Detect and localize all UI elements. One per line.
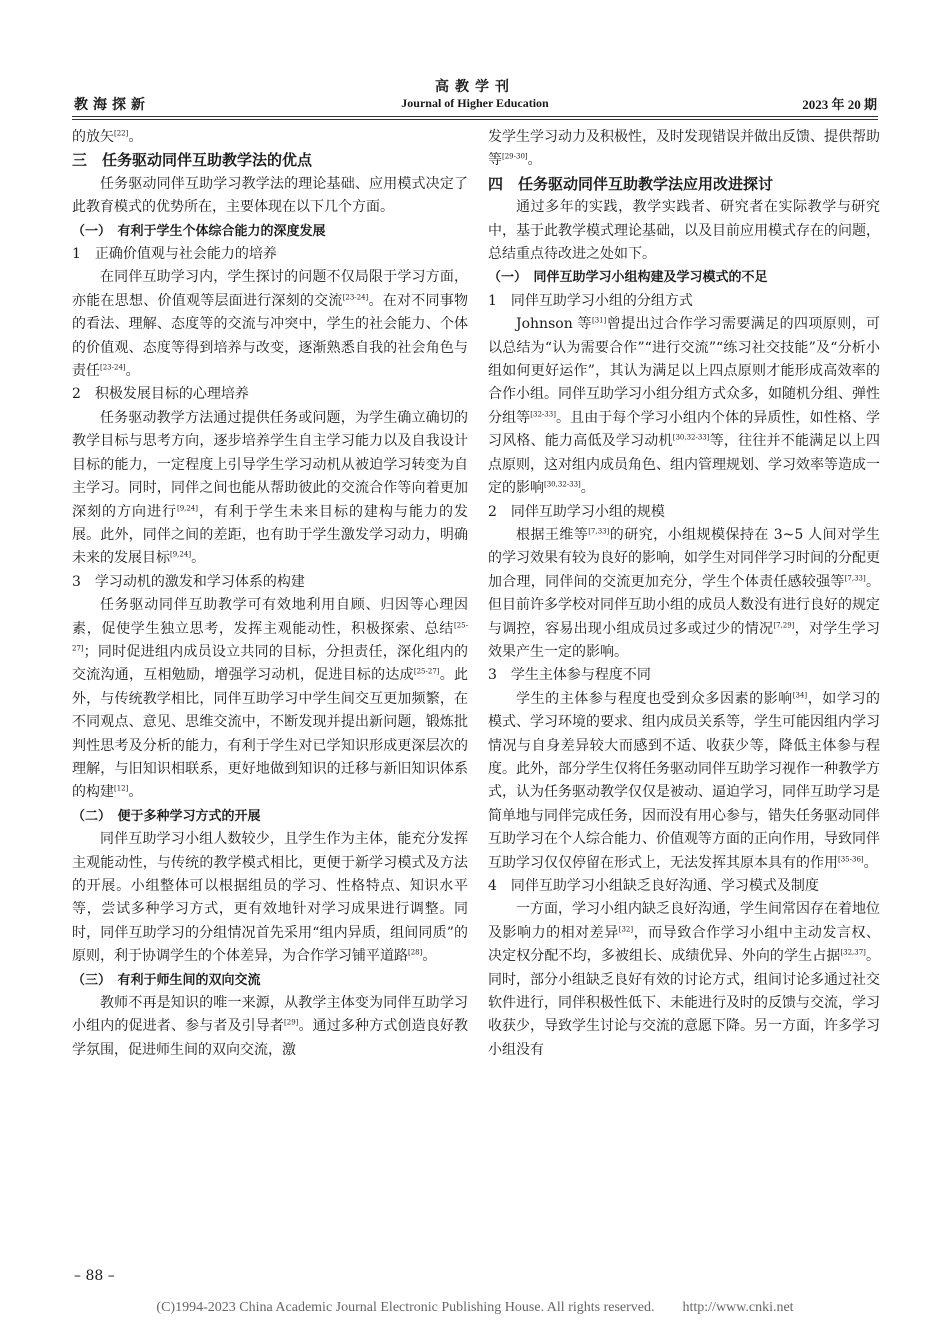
subsection-3-2-heading: （二） 便于多种学习方式的开展 [72,808,261,824]
point-1-heading: 1 正确价值观与社会能力的培养 [72,246,277,263]
point-4-1-heading: 1 同伴互助学习小组的分组方式 [488,292,693,309]
continued-text: 的放矢[22]。 [72,129,143,145]
point-4-2-body: 根据王维等[7,33]的研究，小组规模保持在 3~5 人间对学生的学习效果有较为良好的影响，如学生对同伴学习时间的分配更加合理，同伴间的交流更加充分，学生个体责任感较强等[7,33]。但目前许多学校对同伴互助小组的成员人数没有进行良好的规定与调控，容易出现小组成员过多或过少的情况[7,29]，对学生学习效果产生一定的影响。 [488,526,881,660]
point-2-heading: 2 积极发展目标的心理培养 [72,386,249,403]
column-name: 教海探新 [74,97,150,113]
point-4-4-heading: 4 同伴互助学习小组缺乏良好沟通、学习模式及制度 [488,878,819,894]
issue-label: 2023 年 20 期 [802,97,877,112]
right-column [488,126,880,1062]
journal-title-en: Journal of Higher Education [401,96,549,110]
point-4-4-body: 一方面，学习小组内缺乏良好沟通，学生间常因存在着地位及影响力的相对差异[32]，而导致合作学习小组中主动发言权、决定权分配不均，多被组长、成绩优异、外向的学生占据[32,37]。同时，部分小组缺乏良好有效的讨论方式，组间讨论多通过社交软件进行，同伴积极性低下、未能进行及时的反馈与交流，学习收获少，导致学生讨论与交流的意愿下降。另一方面，许多学习小组没有 [488,901,881,1058]
point-4-3-heading: 3 学生主体参与程度不同 [488,667,651,684]
point-1-body: 在同伴互助学习内，学生探讨的问题不仅局限于学习方面，亦能在思想、价值观等层面进行深刻的交流[23-24]。在对不同事物的看法、理解、态度等的交流与冲突中，学生的社会能力、个体的价值观、态度等得到培养与改变，逐渐熟悉自我的社会角色与责任[23-24]。 [72,269,469,380]
header-rule-top [72,116,878,117]
subsection-3-3-heading: （三） 有利于师生间的双向交流 [72,972,261,988]
point-3-heading: 3 学习动机的激发和学习体系的构建 [72,573,305,590]
left-column [72,126,468,1062]
point-4-2-heading: 2 同伴互助学习小组的规模 [488,503,665,520]
subsection-3-3-body: 教师不再是知识的唯一来源，从教学主体变为同伴互助学习小组内的促进者、参与者及引导者[29]。通过多种方式创造良好教学氛围，促进师生间的双向交流，激 [72,995,469,1058]
continued-text-right: 发学生学习动力及积极性，及时发现错误并做出反馈、提供帮助等[29-30]。 [488,129,880,169]
section-3-heading: 三 任务驱动同伴互助教学法的优点 [72,151,313,170]
point-2-body: 任务驱动教学方法通过提供任务或问题，为学生确立确切的教学目标与思考方向，逐步培养学生自主学习能力以及自我设计目标的能力，一定程度上引导学生学习动机从被迫学习转变为自主学习。同时，同伴之间也能从帮助彼此的交流合作等向着更加深刻的方向进行[9,24]，有利于学生未来目标的建构与能力的发展。此外，同伴之间的差距，也有助于学生激发学习动力，明确未来的发展目标[9,24]。 [72,409,469,567]
subsection-3-1-heading: （一） 有利于学生个体综合能力的深度发展 [72,223,326,239]
header-rule-bottom [72,119,878,120]
page-number: – 88 – [74,1268,115,1284]
copyright-footer: (C)1994-2023 China Academic Journal Electronic Publishing House. All rights reserved. http://www.cnki.net [156,1300,794,1315]
subsection-4-1-heading: （一） 同伴互助学习小组构建及学习模式的不足 [488,270,768,286]
point-4-1-body: Johnson 等[31]曾提出过合作学习需要满足的四项原则，可以总结为“认为需要合作”“进行交流”“练习社交技能”及“分析小组如何更好运作”，其认为满足以上四点原则才能形成高效率的合作小组。同伴互助学习小组分组方式众多，如随机分组、弹性分组等[32-33]。且由于每个学习小组内个体的异质性，如性格、学习风格、能力高低及学习动机[30,32-33]等，往往并不能满足以上四点原则，这对组内成员角色、组内管理规划、学习效率等造成一定的影响[30,32-33]。 [488,316,881,497]
section-3-intro: 任务驱动同伴互助学习教学法的理论基础、应用模式决定了此教育模式的优势所在，主要体现在以下几个方面。 [72,175,468,216]
journal-title-cn: 高教学刊 [435,79,515,95]
point-4-3-body: 学生的主体参与程度也受到众多因素的影响[34]，如学习的模式、学习环境的要求、组内成员关系等，学生可能因组内学习情况与自身差异较大而感到不适、收获少等，降低主体参与程度。此外，部分学生仅将任务驱动同伴互助学习视作一种教学方式，认为任务驱动教学仅仅是被动、逼迫学习，同伴互助学习是简单地与同伴完成任务，因而没有用心参与，错失任务驱动同伴互助学习在个人综合能力、价值观等方面的正向作用，导致同伴互助学习仅仅停留在形式上，无法发挥其原本具有的作用[35-36]。 [488,690,881,871]
point-3-body: 任务驱动同伴互助教学可有效地利用自顾、归因等心理因素，促使学生独立思考，发挥主观能动性，积极探索、总结[25-27]；同时促进组内成员设立共同的目标，分担责任，深化组内的交流沟通，互相勉励，增强学习动机，促进目标的达成[25-27]。此外，与传统教学相比，同伴互助学习中学生间交互更加频繁，在不同观点、意见、思维交流中，不断发现并提出新问题，锻炼批判性思考及分析的能力，有利于学生对已学知识形成更深层次的理解，与旧知识相联系，更好地做到知识的迁移与新旧知识体系的构建[12]。 [72,597,469,801]
subsection-3-2-body: 同伴互助学习小组人数较少，且学生作为主体，能充分发挥主观能动性，与传统的教学模式相比，更便于新学习模式及方法的开展。小组整体可以根据组员的学习、性格特点、知识水平等，尝试多种学习方式，更有效地针对学习成果进行调整。同时，同伴互助学习的分组情况首先采用“组内异质，组间同质”的原则，利于协调学生的个体差异，为合作学习铺平道路[28]。 [72,831,468,965]
section-4-heading: 四 任务驱动同伴互助教学法应用改进探讨 [488,174,774,193]
section-4-intro: 通过多年的实践，教学实践者、研究者在实际教学与研究中，基于此教学模式理论基础，以及目前应用模式存在的问题，总结重点待改进之处如下。 [488,199,880,263]
